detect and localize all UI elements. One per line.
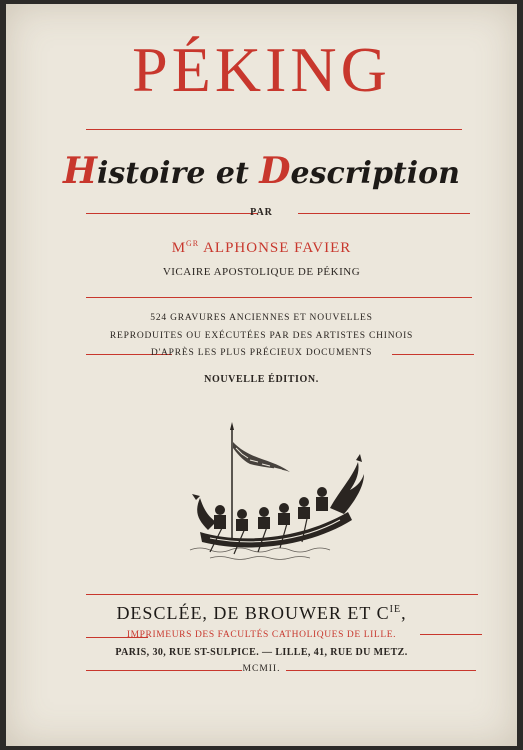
author-prefix: M <box>171 240 187 256</box>
author-full-name: ALPHONSE FAVIER <box>199 240 352 256</box>
publisher-sup: IE <box>389 604 402 615</box>
book-title: PÉKING <box>132 34 391 105</box>
edition-label: NOUVELLE ÉDITION. <box>204 374 319 385</box>
publication-year: MCMII. <box>242 664 281 674</box>
par-label: PAR <box>250 207 273 218</box>
red-rule <box>86 594 478 595</box>
book-subtitle <box>0 150 523 192</box>
red-rule <box>86 297 472 298</box>
gravures-line-3: D'APRÈS LES PLUS PRÉCIEUX DOCUMENTS <box>150 348 373 358</box>
gravures-line-1: 524 GRAVURES ANCIENNES ET NOUVELLES <box>150 313 373 323</box>
initial-d: D <box>259 150 291 192</box>
publisher-text: DESCLÉE, DE BROUWER ET C <box>116 603 390 623</box>
dragon-boat-illustration <box>180 420 380 565</box>
author-name <box>0 239 523 257</box>
author-title: VICAIRE APOSTOLIQUE DE PÉKING <box>162 266 361 278</box>
imprimeurs-line: IMPRIMEURS DES FACULTÉS CATHOLIQUES DE LILLE. <box>126 630 397 640</box>
publisher-name <box>0 603 523 624</box>
initial-h: H <box>62 150 97 192</box>
author-prefix-sup: GR <box>186 239 200 248</box>
red-rule <box>86 129 462 130</box>
subtitle-part1: istoire et <box>97 156 260 191</box>
gravures-line-2: REPRODUITES OU EXÉCUTÉES PAR DES ARTISTES CHINOIS <box>109 331 414 341</box>
address-line: PARIS, 30, RUE ST-SULPICE. — LILLE, 41, RUE DU METZ. <box>115 647 408 658</box>
subtitle-part2: escription <box>290 156 460 191</box>
publisher-tail: , <box>401 603 407 623</box>
